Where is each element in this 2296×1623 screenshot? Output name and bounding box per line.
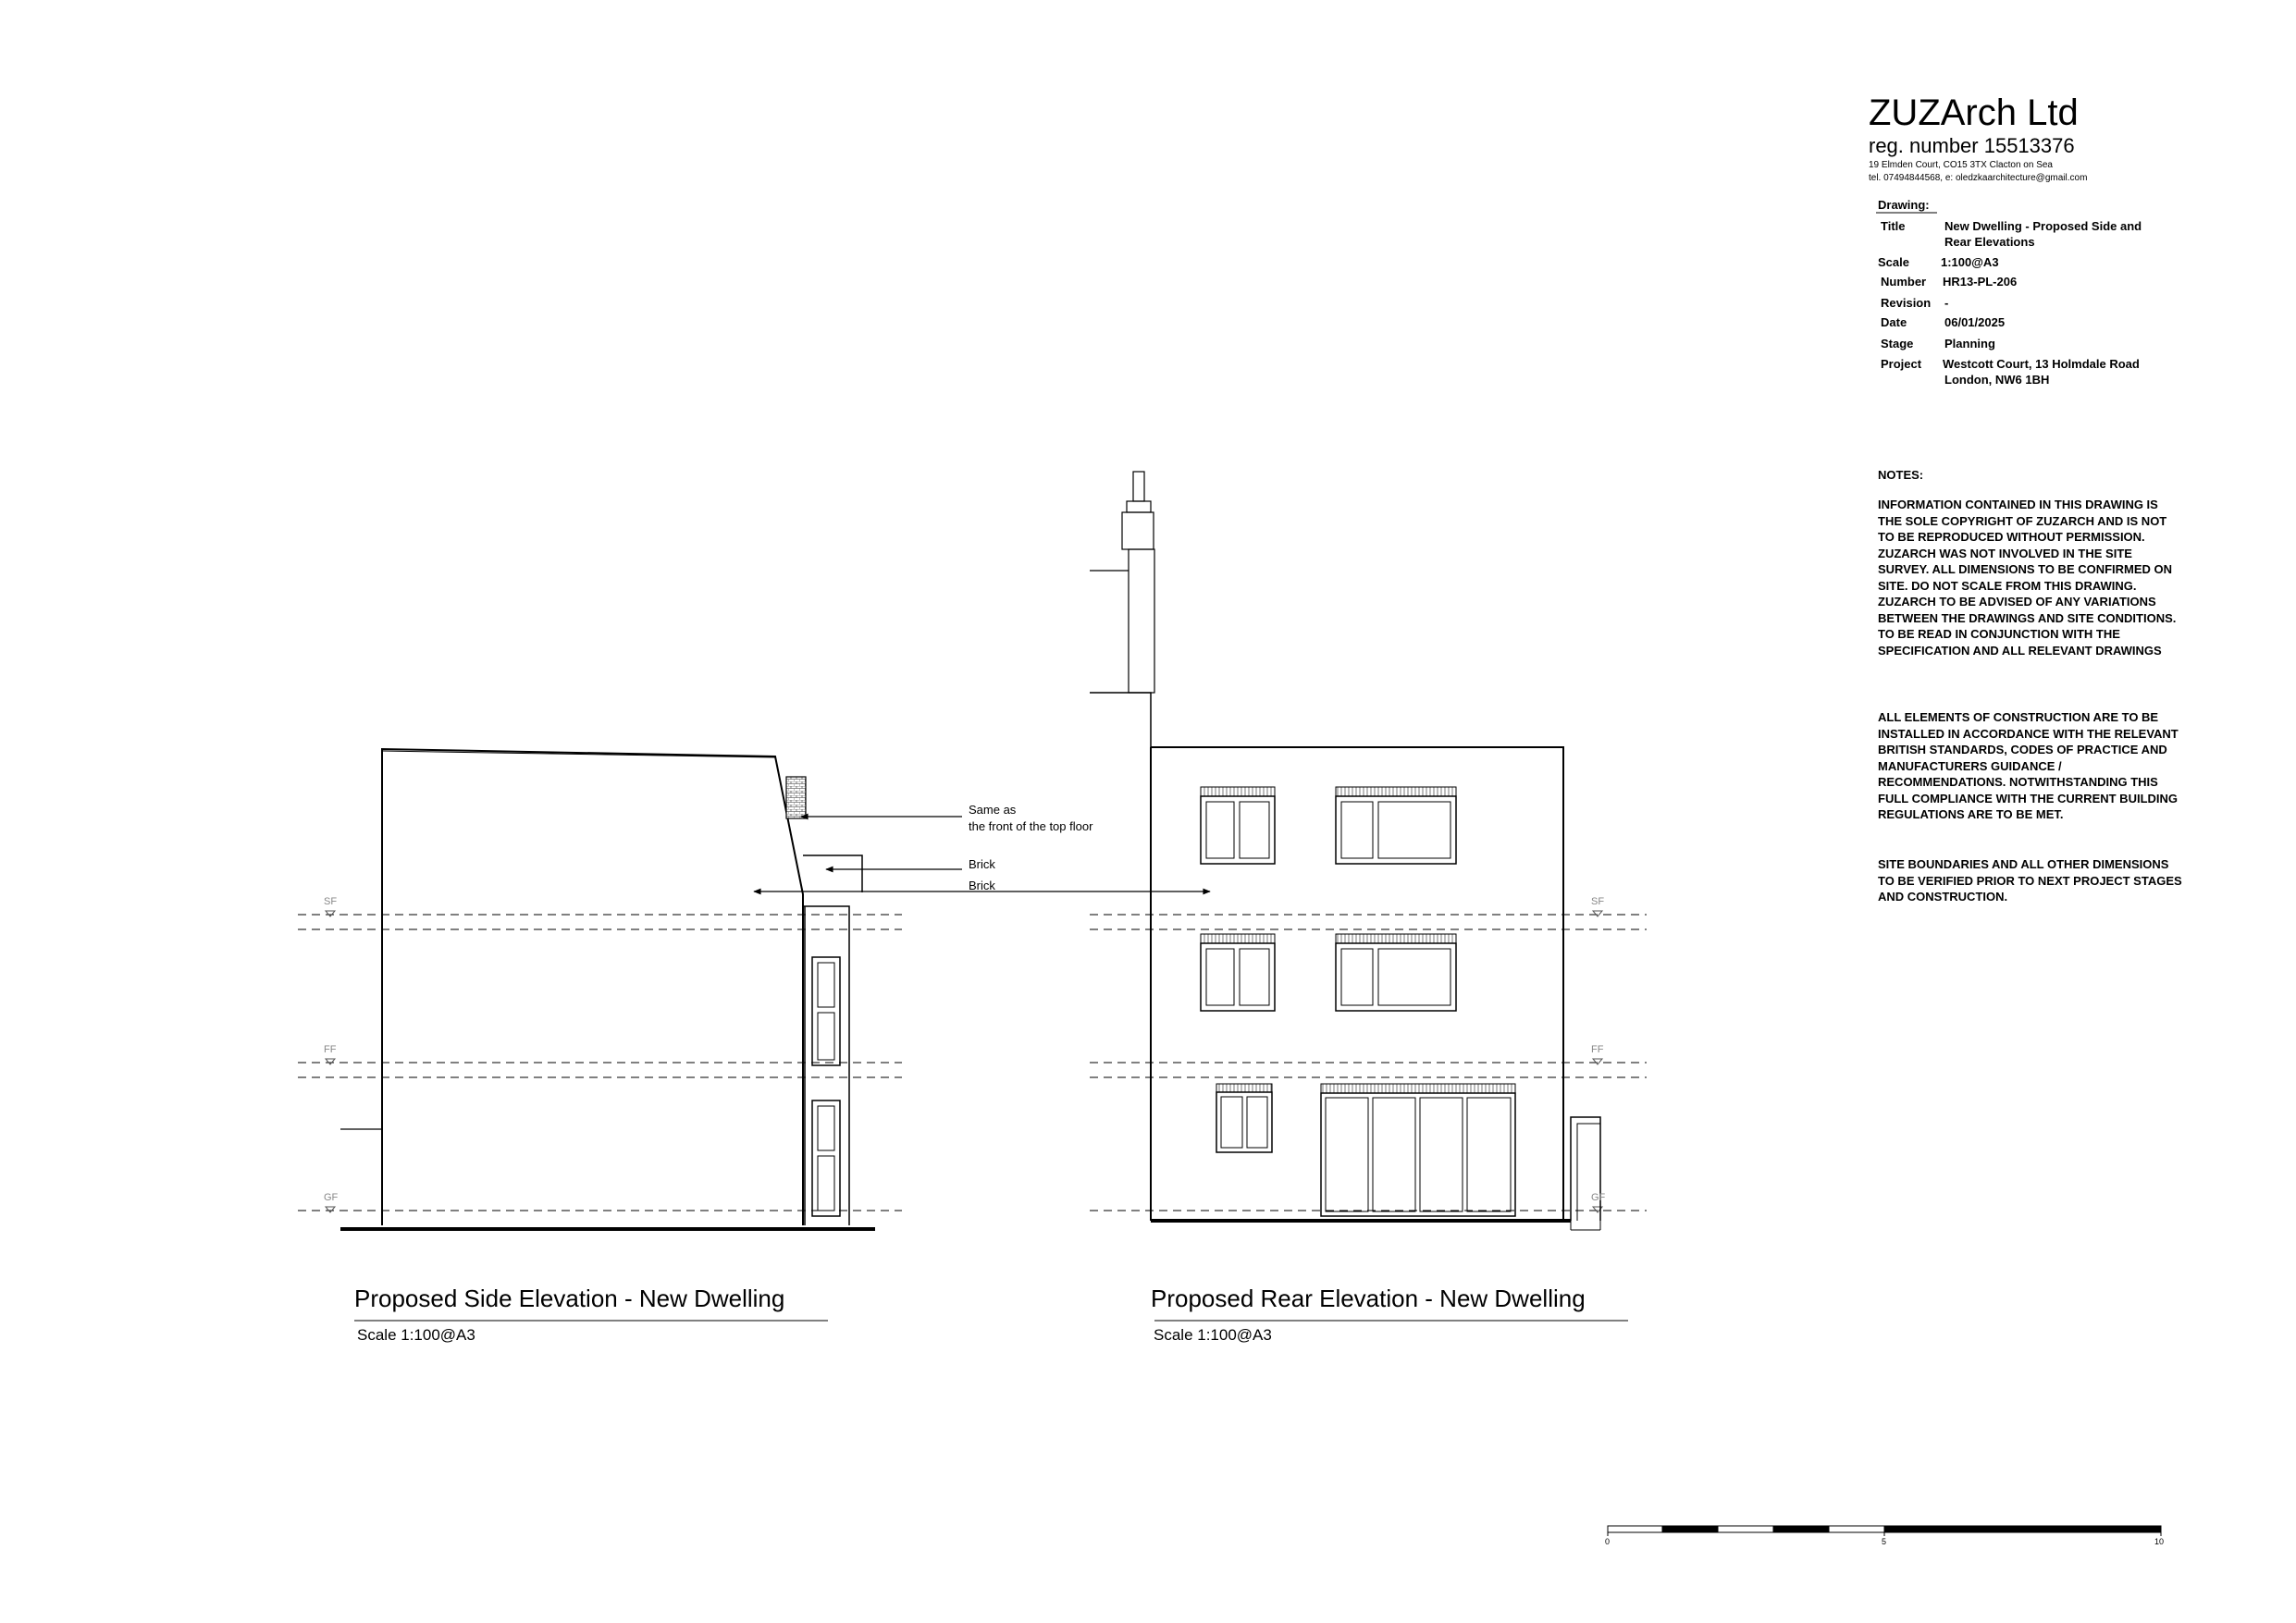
level-label-sf-side: SF — [324, 896, 338, 907]
drawing-heading: Drawing: — [1878, 198, 1930, 212]
field-value-title-cont: Rear Elevations — [1944, 235, 2035, 249]
view-title-underlines — [354, 213, 1937, 1321]
company-contact: tel. 07494844568, e: oledzkaarchitecture@gmail.com — [1869, 173, 2088, 183]
field-label-project: Project — [1881, 357, 1922, 371]
field-value-stage: Planning — [1944, 337, 1995, 350]
field-value-revision: - — [1944, 296, 1949, 310]
callout-top-floor-line2: the front of the top floor — [969, 819, 1093, 833]
level-label-ff-rear: FF — [1591, 1044, 1604, 1055]
field-value-number: HR13-PL-206 — [1943, 275, 2018, 289]
rear-elevation-title: Proposed Rear Elevation - New Dwelling — [1151, 1285, 1586, 1312]
level-marker-icons — [326, 911, 1602, 1212]
scale-bar — [1608, 1526, 2161, 1536]
side-elevation — [340, 749, 875, 1229]
scale-bar-label-0: 0 — [1605, 1537, 1611, 1546]
notes-paragraph-2: ALL ELEMENTS OF CONSTRUCTION ARE TO BE INSTALLED IN ACCORDANCE WITH THE RELEVANT BRITISH STANDARDS, CODES OF PRACTICE AND MANUFACTURERS GUIDANCE / RECOMMENDATIONS. NOTWITHSTANDING THIS FULL COMPLIANCE WITH THE CURRENT BUILDING REGULATIONS ARE TO BE MET. — [1878, 710, 2179, 821]
field-label-title: Title — [1881, 219, 1906, 233]
notes-paragraph-1: INFORMATION CONTAINED IN THIS DRAWING IS THE SOLE COPYRIGHT OF ZUZARCH AND IS NOT TO BE REPRODUCED WITHOUT PERMISSION. ZUZARCH WAS NOT INVOLVED IN THE SITE SURVEY. ALL DIMENSIONS TO BE CONFIRMED ON SITE. DO NOT SCALE FROM THIS DRAWING. ZUZARCH TO BE ADVISED OF ANY VARIATIONS BETWEEN THE DRAWINGS AND SITE CONDITIONS. TO BE READ IN CONJUNCTION WITH THE SPECIFICATION AND ALL RELEVANT DRAWINGS — [1878, 498, 2177, 658]
scale-bar-label-10: 10 — [2154, 1537, 2165, 1546]
level-label-gf-side: GF — [324, 1192, 339, 1203]
field-value-project-cont: London, NW6 1BH — [1944, 373, 2050, 387]
field-label-stage: Stage — [1881, 337, 1914, 350]
field-value-scale: 1:100@A3 — [1941, 255, 1999, 269]
field-value-title: New Dwelling - Proposed Side and — [1944, 219, 2142, 233]
side-elevation-scale: Scale 1:100@A3 — [357, 1326, 475, 1344]
callout-brick-1: Brick — [969, 857, 995, 871]
field-label-scale: Scale — [1878, 255, 1909, 269]
side-elevation-title: Proposed Side Elevation - New Dwelling — [354, 1285, 785, 1312]
company-address: 19 Elmden Court, CO15 3TX Clacton on Sea — [1869, 160, 2053, 170]
field-value-date: 06/01/2025 — [1944, 315, 2006, 329]
rear-elevation-scale: Scale 1:100@A3 — [1154, 1326, 1272, 1344]
notes-heading: NOTES: — [1878, 468, 1924, 482]
scale-bar-label-5: 5 — [1882, 1537, 1887, 1546]
field-value-project: Westcott Court, 13 Holmdale Road — [1943, 357, 2140, 371]
level-label-gf-rear: GF — [1591, 1192, 1606, 1203]
level-label-sf-rear: SF — [1591, 896, 1605, 907]
field-label-revision: Revision — [1881, 296, 1932, 310]
company-name: ZUZArch Ltd — [1869, 92, 2079, 133]
registration-number: reg. number 15513376 — [1869, 134, 2075, 157]
level-label-ff-side: FF — [324, 1044, 337, 1055]
notes-paragraph-3: SITE BOUNDARIES AND ALL OTHER DIMENSIONS TO BE VERIFIED PRIOR TO NEXT PROJECT STAGES AND CONSTRUCTION. — [1878, 857, 2182, 904]
field-label-number: Number — [1881, 275, 1927, 289]
callout-brick-2: Brick — [969, 879, 995, 892]
level-lines — [298, 915, 1647, 1211]
rear-elevation — [1090, 472, 1600, 1230]
callout-top-floor-line1: Same as — [969, 803, 1017, 817]
field-label-date: Date — [1881, 315, 1907, 329]
